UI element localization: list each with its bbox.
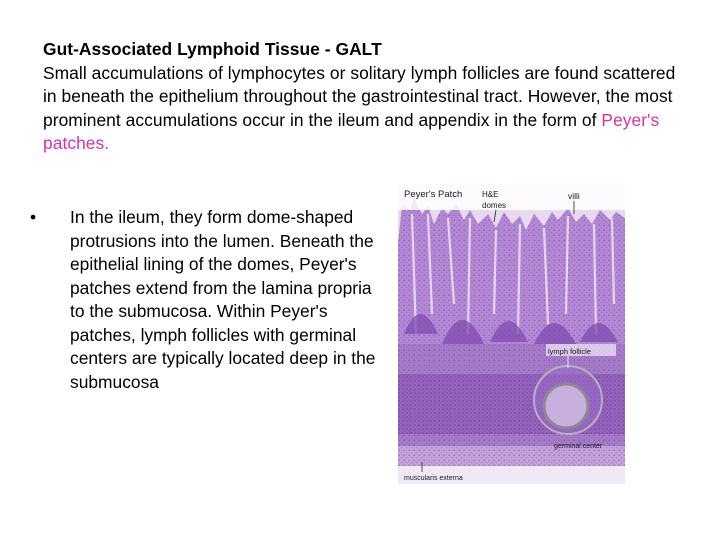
germinal-center-label: germinal center: [554, 443, 603, 450]
bullet-text: In the ileum, they form dome-shaped protrusions into the lumen. Beneath the epithelial lining of the domes, Peyer's patches extend from the lamina propria to the submucosa. Within Peyer's patches, lymph follicles with germinal centers are typically located deep in the submucosa: [70, 207, 376, 392]
slide-title: Gut-Associated Lymphoid Tissue - GALT: [43, 39, 382, 59]
micrograph-image: [398, 184, 625, 484]
bullet-marker: •: [30, 207, 37, 227]
intro-text-body: Small accumulations of lymphocytes or solitary lymph follicles are found scattered in beneath the epithelium throughout the gastrointestinal tract. However, the most prominent accumulations occur in the ileum and appendix in the form of: [43, 62, 676, 130]
intro-paragraph: [43, 38, 693, 156]
muscularis-externa-label: muscularis externa: [404, 475, 463, 482]
domes-label: domes: [482, 201, 507, 210]
peyers-patch-micrograph: [398, 184, 625, 484]
intro-text: [43, 62, 693, 156]
lymph-follicle-label: lymph follicle: [548, 347, 591, 356]
villi-label: villi: [568, 191, 580, 201]
peyers-patches-highlight: Peyer's patches.: [43, 109, 660, 153]
micrograph-stain: H&E: [482, 190, 499, 199]
micrograph-title: Peyer's Patch: [404, 189, 463, 200]
